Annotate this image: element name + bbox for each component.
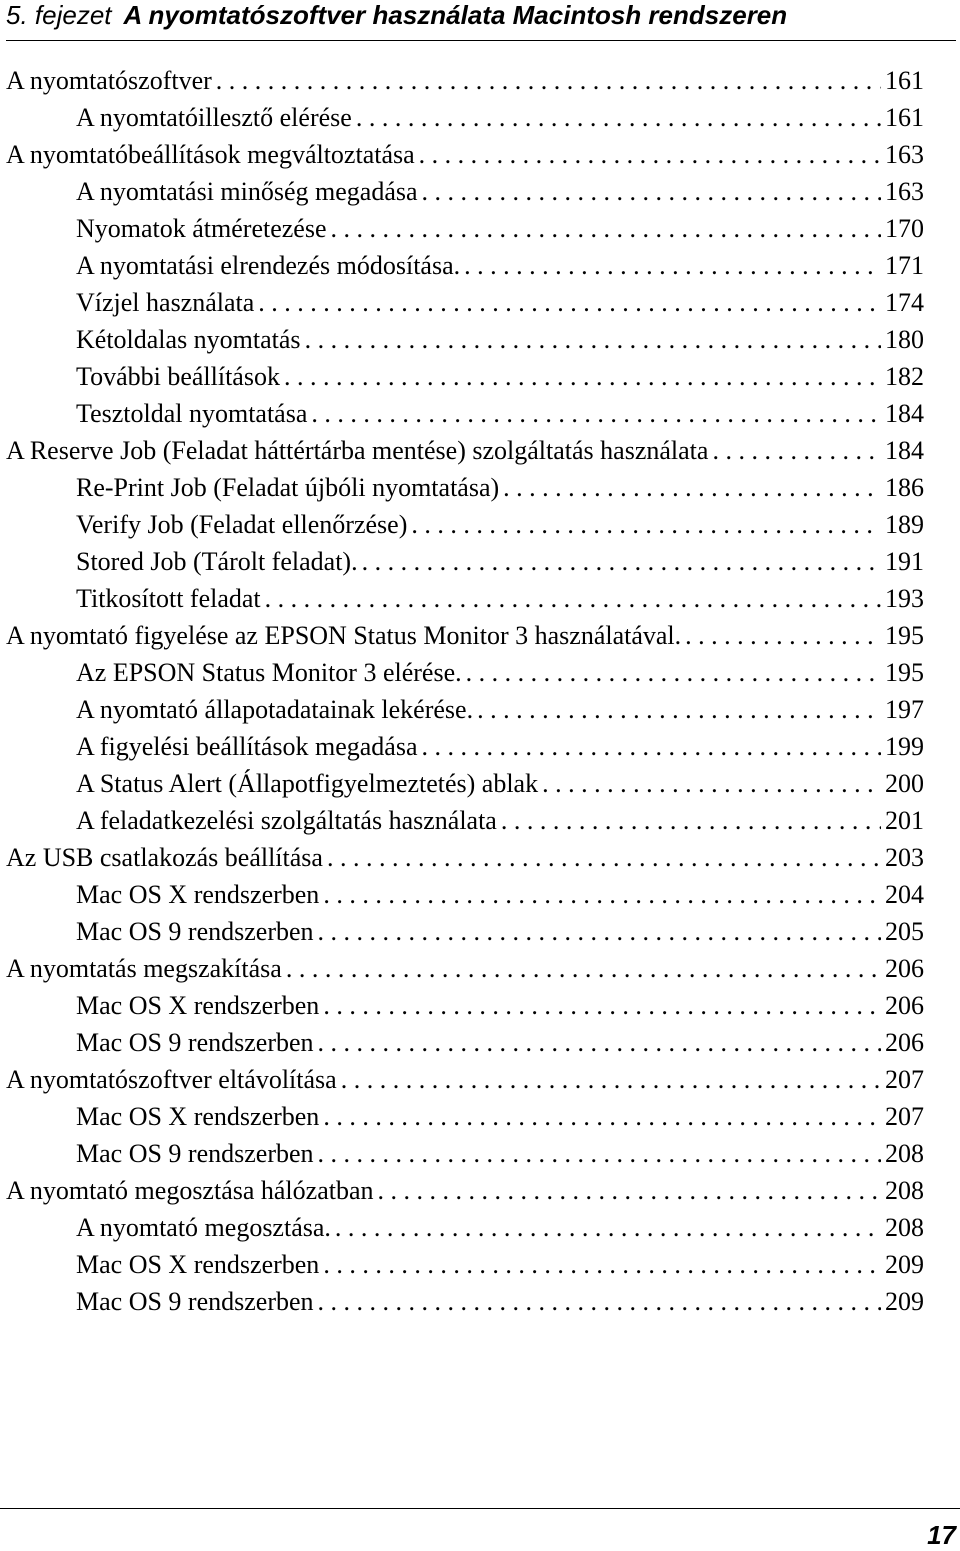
toc-entry-page: 201	[885, 806, 924, 835]
toc-entry-page: 174	[885, 288, 924, 317]
toc-entry-title: Mac OS X rendszerben	[76, 1102, 320, 1131]
toc-entry-title: Mac OS X rendszerben	[76, 991, 320, 1020]
toc-entry-page: 203	[885, 843, 924, 872]
toc-dot-leader	[464, 247, 881, 284]
toc-entry[interactable]	[6, 284, 924, 321]
toc-entry-page: 171	[885, 251, 924, 280]
toc-dot-leader	[501, 802, 881, 839]
toc-entry-title: A nyomtatószoftver	[6, 66, 212, 95]
toc-dot-leader	[685, 617, 881, 654]
toc-dot-leader	[331, 210, 882, 247]
toc-dot-leader	[422, 728, 881, 765]
toc-entry-page: 199	[885, 732, 924, 761]
toc-dot-leader	[265, 580, 881, 617]
toc-entry[interactable]	[6, 99, 924, 136]
toc-entry-title: A nyomtató megosztása.	[76, 1213, 331, 1242]
toc-entry-title: Mac OS 9 rendszerben	[76, 917, 314, 946]
toc-dot-leader	[477, 691, 881, 728]
footer-divider	[0, 1508, 960, 1509]
toc-dot-leader	[305, 321, 881, 358]
toc-entry-title: Stored Job (Tárolt feladat).	[76, 547, 358, 576]
toc-entry-title: A feladatkezelési szolgáltatás használata	[76, 806, 497, 835]
toc-entry[interactable]	[6, 1135, 924, 1172]
toc-entry-title: Az USB csatlakozás beállítása	[6, 843, 323, 872]
toc-entry[interactable]	[6, 950, 924, 987]
chapter-title: A nyomtatószoftver használata Macintosh rendszeren	[123, 0, 788, 30]
toc-dot-leader	[323, 876, 881, 913]
toc-dot-leader	[311, 395, 881, 432]
toc-dot-leader	[318, 1135, 881, 1172]
toc-entry-page: 206	[885, 1028, 924, 1057]
toc-entry-page: 197	[885, 695, 924, 724]
toc-entry[interactable]	[6, 654, 924, 691]
toc-entry-title: A nyomtatóbeállítások megváltoztatása	[6, 140, 415, 169]
toc-entry[interactable]	[6, 358, 924, 395]
toc-entry-title: A Reserve Job (Feladat háttértárba mentése) szolgáltatás használata	[6, 436, 709, 465]
toc-entry[interactable]	[6, 543, 924, 580]
toc-entry[interactable]	[6, 1209, 924, 1246]
toc-entry[interactable]	[6, 1172, 924, 1209]
toc-entry[interactable]	[6, 839, 924, 876]
toc-entry-page: 184	[885, 399, 924, 428]
toc-dot-leader	[318, 1283, 881, 1320]
toc-dot-leader	[318, 913, 881, 950]
toc-entry-page: 180	[885, 325, 924, 354]
toc-entry-page: 207	[885, 1102, 924, 1131]
toc-dot-leader	[341, 1061, 881, 1098]
toc-entry-page: 208	[885, 1176, 924, 1205]
toc-dot-leader	[323, 987, 881, 1024]
toc-entry-title: Nyomatok átméretezése	[76, 214, 327, 243]
toc-dot-leader	[284, 358, 881, 395]
toc-entry-title: A nyomtató figyelése az EPSON Status Monitor 3 használatával.	[6, 621, 682, 650]
toc-entry[interactable]	[6, 765, 924, 802]
chapter-number: 5. fejezet	[6, 0, 112, 30]
toc-entry[interactable]	[6, 987, 924, 1024]
toc-dot-leader	[323, 1246, 881, 1283]
toc-entry-page: 209	[885, 1250, 924, 1279]
toc-entry-page: 195	[885, 658, 924, 687]
toc-entry-title: Titkosított feladat	[76, 584, 261, 613]
toc-entry-title: Mac OS 9 rendszerben	[76, 1139, 314, 1168]
toc-dot-leader	[503, 469, 881, 506]
toc-entry-page: 186	[885, 473, 924, 502]
toc-dot-leader	[286, 950, 881, 987]
toc-entry[interactable]	[6, 728, 924, 765]
toc-entry[interactable]	[6, 617, 924, 654]
toc-entry-title: A figyelési beállítások megadása	[76, 732, 418, 761]
toc-entry-title: A nyomtatási minőség megadása	[76, 177, 418, 206]
toc-dot-leader	[323, 1098, 881, 1135]
toc-entry[interactable]	[6, 580, 924, 617]
toc-entry-title: Mac OS 9 rendszerben	[76, 1028, 314, 1057]
toc-entry-page: 209	[885, 1287, 924, 1316]
toc-entry[interactable]	[6, 1024, 924, 1061]
toc-entry-title: A nyomtatás megszakítása	[6, 954, 282, 983]
toc-entry[interactable]	[6, 173, 924, 210]
toc-entry-page: 170	[885, 214, 924, 243]
toc-entry-page: 191	[885, 547, 924, 576]
toc-entry-title: A nyomtató megosztása hálózatban	[6, 1176, 374, 1205]
toc-entry[interactable]	[6, 321, 924, 358]
toc-entry-title: További beállítások	[76, 362, 280, 391]
toc-entry-page: 206	[885, 991, 924, 1020]
toc-dot-leader	[378, 1172, 881, 1209]
toc-entry[interactable]	[6, 1098, 924, 1135]
table-of-contents	[6, 62, 924, 1320]
toc-entry[interactable]	[6, 136, 924, 173]
toc-entry-title: Az EPSON Status Monitor 3 elérése.	[76, 658, 462, 687]
toc-entry[interactable]	[6, 1061, 924, 1098]
toc-entry-page: 200	[885, 769, 924, 798]
toc-dot-leader	[335, 1209, 881, 1246]
toc-entry-title: Mac OS 9 rendszerben	[76, 1287, 314, 1316]
toc-entry[interactable]	[6, 62, 924, 99]
toc-entry-page: 208	[885, 1213, 924, 1242]
toc-entry[interactable]	[6, 1283, 924, 1320]
toc-entry-title: Vízjel használata	[76, 288, 255, 317]
toc-entry[interactable]	[6, 1246, 924, 1283]
toc-entry-title: A nyomtatószoftver eltávolítása	[6, 1065, 337, 1094]
toc-dot-leader	[422, 173, 881, 210]
toc-entry-page: 193	[885, 584, 924, 613]
toc-entry-title: Tesztoldal nyomtatása	[76, 399, 308, 428]
page-number: 17	[927, 1520, 956, 1550]
toc-entry-title: Verify Job (Feladat ellenőrzése)	[76, 510, 408, 539]
toc-dot-leader	[216, 62, 881, 99]
toc-dot-leader	[327, 839, 881, 876]
toc-entry-title: A nyomtatási elrendezés módosítása.	[76, 251, 461, 280]
toc-dot-leader	[362, 543, 881, 580]
toc-entry-title: Kétoldalas nyomtatás	[76, 325, 301, 354]
toc-dot-leader	[356, 99, 881, 136]
toc-entry-title: Re-Print Job (Feladat újbóli nyomtatása)	[76, 473, 500, 502]
toc-entry[interactable]	[6, 913, 924, 950]
toc-dot-leader	[466, 654, 881, 691]
toc-entry[interactable]	[6, 691, 924, 728]
toc-entry-page: 204	[885, 880, 924, 909]
toc-entry-title: A nyomtatóillesztő elérése	[76, 103, 352, 132]
toc-entry-title: Mac OS X rendszerben	[76, 880, 320, 909]
toc-entry[interactable]	[6, 210, 924, 247]
toc-entry[interactable]	[6, 432, 924, 469]
toc-entry-page: 161	[885, 103, 924, 132]
toc-entry-page: 195	[885, 621, 924, 650]
toc-dot-leader	[712, 432, 881, 469]
toc-entry-title: Mac OS X rendszerben	[76, 1250, 320, 1279]
toc-entry-page: 208	[885, 1139, 924, 1168]
toc-dot-leader	[411, 506, 881, 543]
toc-dot-leader	[542, 765, 881, 802]
toc-entry-page: 163	[885, 140, 924, 169]
toc-entry-page: 184	[885, 436, 924, 465]
toc-entry[interactable]	[6, 802, 924, 839]
toc-entry[interactable]	[6, 876, 924, 913]
toc-entry-page: 205	[885, 917, 924, 946]
toc-dot-leader	[419, 136, 881, 173]
toc-entry[interactable]	[6, 506, 924, 543]
toc-entry-page: 206	[885, 954, 924, 983]
toc-dot-leader	[318, 1024, 881, 1061]
toc-entry-page: 189	[885, 510, 924, 539]
toc-entry-page: 161	[885, 66, 924, 95]
toc-entry-title: A nyomtató állapotadatainak lekérése.	[76, 695, 474, 724]
toc-entry-title: A Status Alert (Állapotfigyelmeztetés) ablak	[76, 769, 539, 798]
toc-entry-page: 182	[885, 362, 924, 391]
toc-entry-page: 207	[885, 1065, 924, 1094]
toc-entry[interactable]	[6, 469, 924, 506]
chapter-header	[6, 0, 956, 41]
toc-entry-page: 163	[885, 177, 924, 206]
toc-dot-leader	[258, 284, 881, 321]
toc-entry[interactable]	[6, 395, 924, 432]
toc-entry[interactable]	[6, 247, 924, 284]
